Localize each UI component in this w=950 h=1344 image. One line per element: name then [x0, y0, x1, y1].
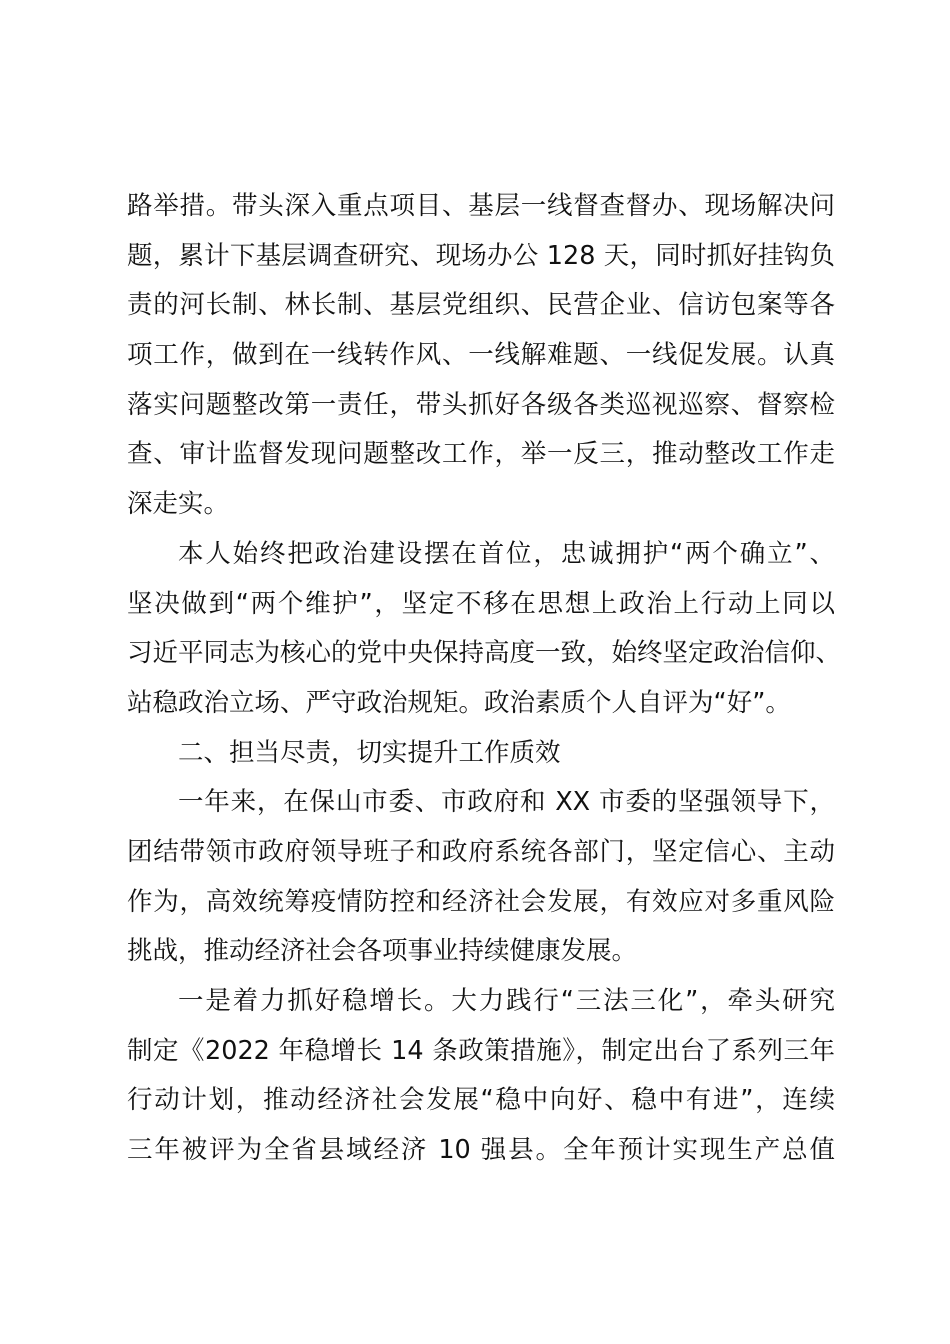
paragraph — [127, 182, 835, 530]
text-line: 题，累计下基层调查研究、现场办公 128 天，同时抓好挂钩负 — [127, 240, 835, 271]
text-line: 一年来，在保山市委、市政府和 XX 市委的坚强领导下， — [178, 787, 835, 818]
text-line: 挑战，推动经济社会各项事业持续健康发展。 — [127, 936, 638, 967]
text-line: 落实问题整改第一责任，带头抓好各级各类巡视巡察、督察检 — [127, 389, 835, 420]
text-line: 制定《2022 年稳增长 14 条政策措施》，制定出台了系列三年 — [127, 1035, 835, 1066]
text-line: 三年被评为全省县域经济 10 强县。全年预计实现生产总值 — [127, 1135, 835, 1166]
text-line: 习近平同志为核心的党中央保持高度一致，始终坚定政治信仰、 — [127, 638, 842, 669]
paragraph — [127, 530, 842, 729]
text-line: 深走实。 — [127, 489, 230, 520]
section-heading — [127, 729, 835, 779]
text-line: 路举措。带头深入重点项目、基层一线督查督办、现场解决问 — [127, 191, 835, 221]
text-line: 坚决做到“两个维护”，坚定不移在思想上政治上行动上同以 — [127, 588, 835, 619]
text-line: 查、审计监督发现问题整改工作，举一反三，推动整改工作走 — [127, 439, 835, 470]
text-line: 一是着力抓好稳增长。大力践行“三法三化”，牵头研究 — [178, 986, 835, 1016]
text-line: 团结带领市政府领导班子和政府系统各部门，坚定信心、主动 — [127, 836, 835, 867]
text-line: 站稳政治立场、严守政治规矩。政治素质个人自评为“好”。 — [127, 687, 791, 718]
text-line: 责的河长制、林长制、基层党组织、民营企业、信访包案等各 — [127, 290, 835, 321]
paragraph — [127, 778, 835, 977]
text-line: 作为，高效统筹疫情防控和经济社会发展，有效应对多重风险 — [127, 886, 835, 917]
text-line: 行动计划，推动经济社会发展“稳中向好、稳中有进”，连续 — [127, 1085, 835, 1116]
text-line: 本人始终把政治建设摆在首位，忠诚拥护“两个确立”、 — [178, 538, 835, 569]
document-body — [127, 182, 842, 1176]
paragraph — [127, 977, 835, 1176]
heading-line: 二、担当尽责，切实提升工作质效 — [178, 737, 561, 768]
text-line: 项工作，做到在一线转作风、一线解难题、一线促发展。认真 — [127, 340, 835, 371]
